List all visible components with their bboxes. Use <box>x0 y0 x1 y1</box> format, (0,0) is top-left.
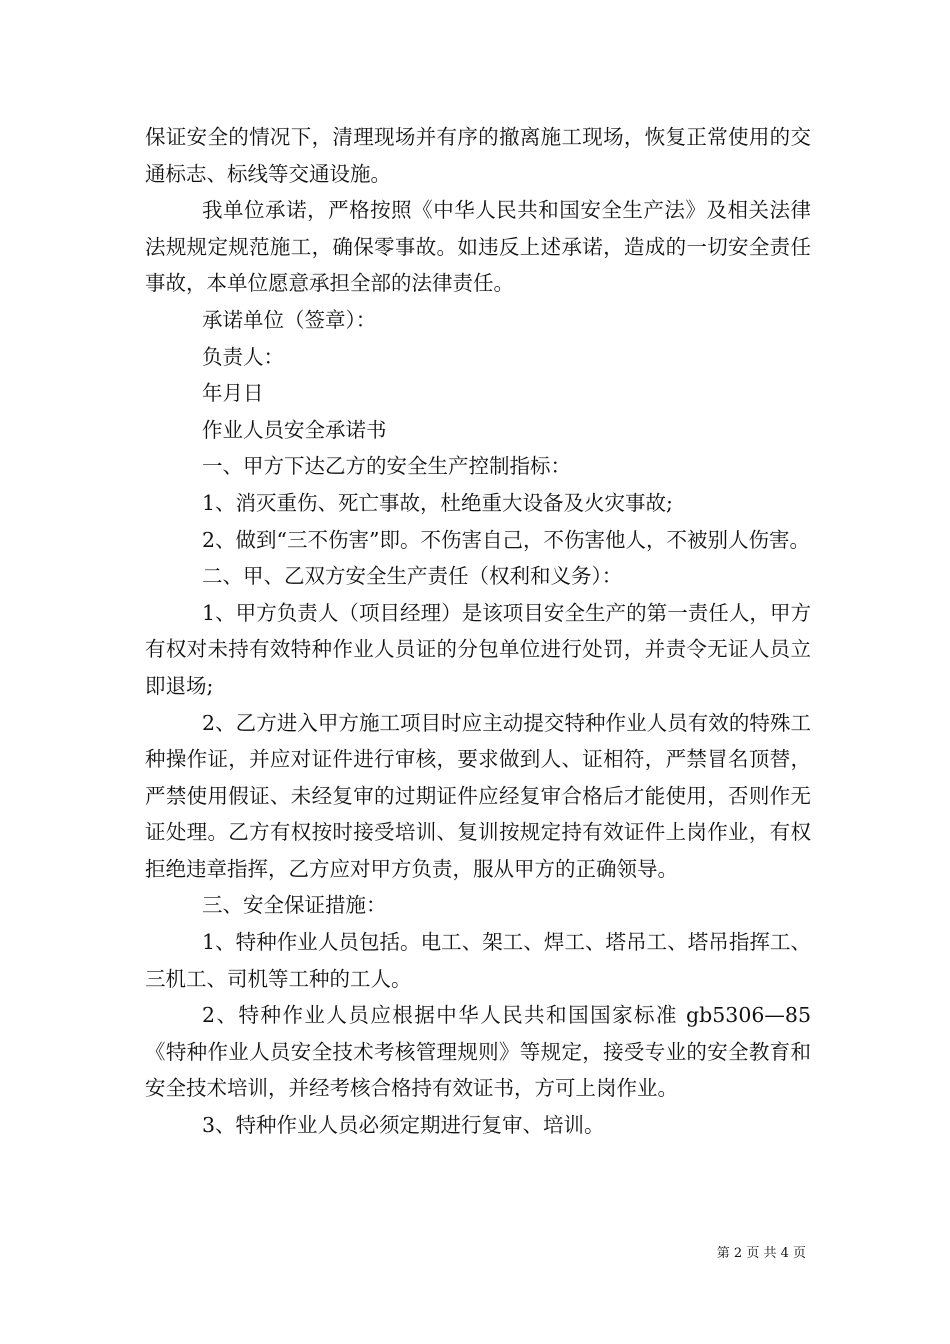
paragraph: 1、消灭重伤、死亡事故，杜绝重大设备及火灾事故; <box>202 490 673 515</box>
page-number: 第 2 页 共 4 页 <box>716 1246 806 1261</box>
paragraph: 2、做到“三不伤害”即。不伤害自己，不伤害他人，不被别人伤害。 <box>202 527 811 552</box>
paragraph: 保证安全的情况下，清理现场并有序的撤离施工现场，恢复正常使用的交通标志、标线等交通设施。 <box>145 125 811 186</box>
paragraph: 1、特种作业人员包括。电工、架工、焊工、塔吊工、塔吊指挥工、三机工、司机等工种的工人。 <box>145 930 811 991</box>
section-heading: 二、甲、乙双方安全生产责任（权利和义务）： <box>202 564 623 589</box>
paragraph: 我单位承诺，严格按照《中华人民共和国安全生产法》及相关法律法规规定规范施工，确保零事故。如违反上述承诺，造成的一切安全责任事故，本单位愿意承担全部的法律责任。 <box>145 198 811 296</box>
paragraph: 2、乙方进入甲方施工项目时应主动提交特种作业人员有效的特殊工种操作证，并应对证件进行审核，要求做到人、证相符，严禁冒名顶替，严禁使用假证、未经复审的过期证件应经复审合格后才能使用，否则作无证处理。乙方有权按时接受培训、复训按规定持有效证件上岗作业，有权拒绝违章指挥，乙方应对甲方负责，服从甲方的正确领导。 <box>145 710 811 881</box>
section-title: 作业人员安全承诺书 <box>202 417 387 442</box>
paragraph: 3、特种作业人员必须定期进行复审、培训。 <box>202 1113 605 1138</box>
signature-unit-line: 承诺单位（签章）： <box>202 307 377 332</box>
section-heading: 三、安全保证措施： <box>202 893 387 918</box>
paragraph: 2、特种作业人员应根据中华人民共和国国家标准 gb5306—85《特种作业人员安全技术考核管理规则》等规定，接受专业的安全教育和安全技术培训，并经考核合格持有效证书，方可上岗作业。 <box>145 1003 811 1101</box>
signature-date-line: 年月日 <box>202 381 264 406</box>
signature-person-line: 负责人： <box>202 344 284 369</box>
document-body <box>145 119 811 1144</box>
paragraph: 1、甲方负责人（项目经理）是该项目安全生产的第一责任人，甲方有权对未持有效特种作业人员证的分包单位进行处罚，并责令无证人员立即退场; <box>145 600 811 698</box>
section-heading: 一、甲方下达乙方的安全生产控制指标： <box>202 454 571 479</box>
